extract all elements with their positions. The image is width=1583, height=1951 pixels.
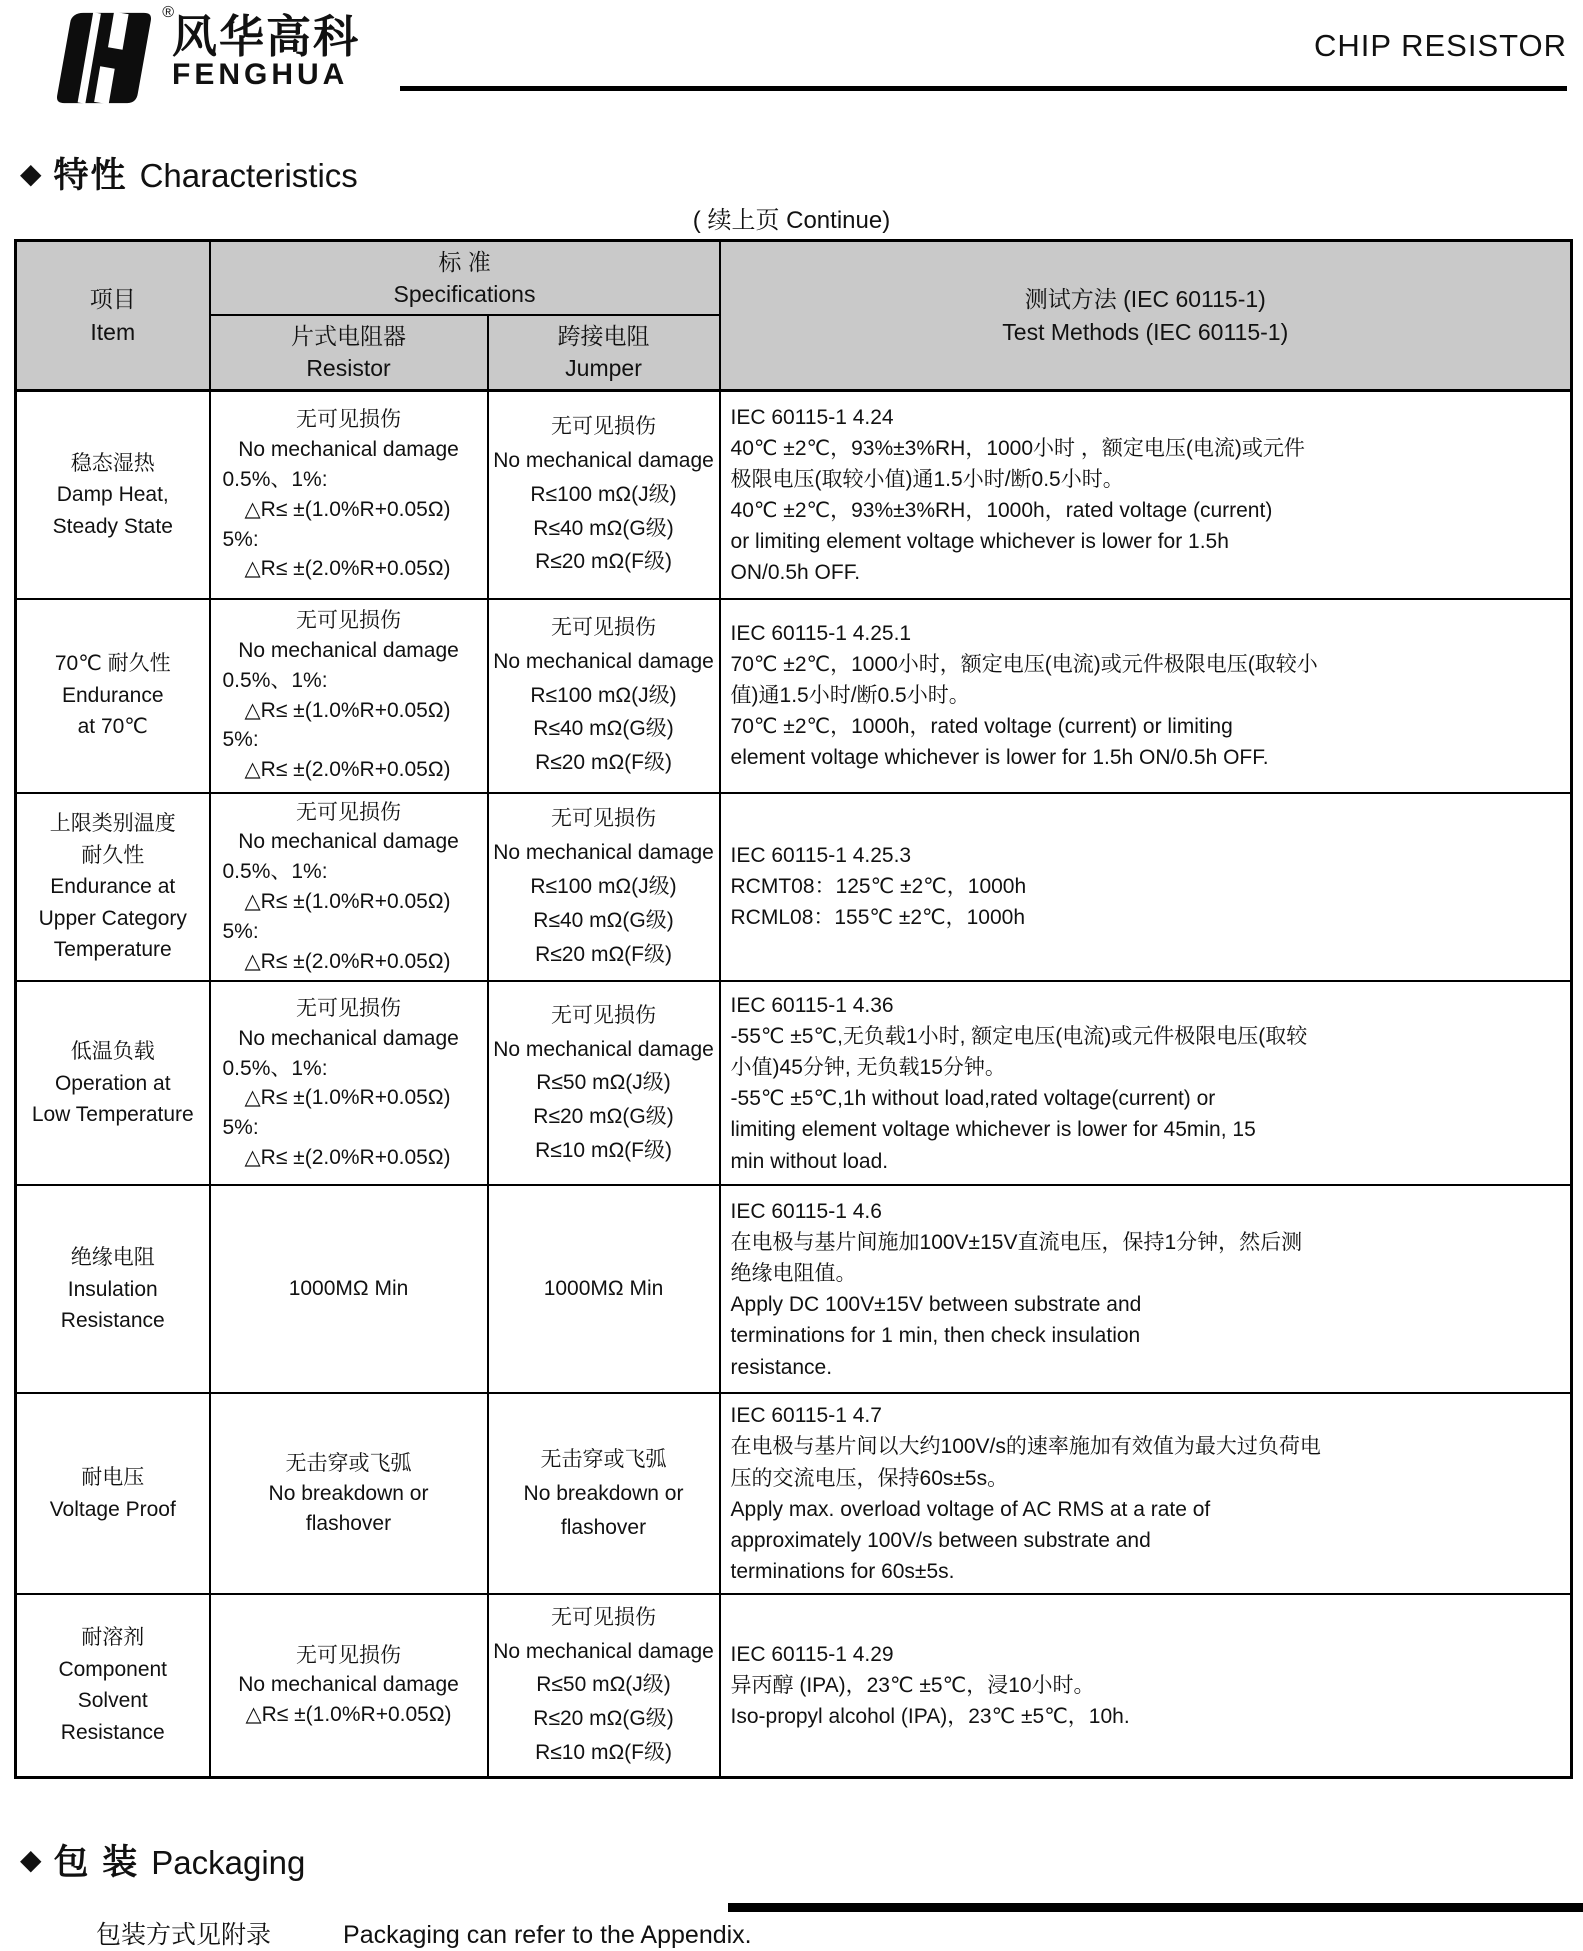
col-header-test-methods: 测试方法 (IEC 60115-1) Test Methods (IEC 60115-1) [720, 241, 1572, 391]
diamond-icon: ◆ [20, 1844, 42, 1876]
continue-note: ( 续上页 Continue) [692, 207, 891, 234]
jumper-spec-cell: 1000MΩ Min [488, 1185, 720, 1393]
brand-name-cn: 风华高科 [172, 11, 361, 62]
brand-text [172, 10, 360, 90]
test-method-cell: IEC 60115-1 4.24 40℃ ±2℃，93%±3%RH，1000小时 ，额定电压(电流)或元件 极限电压(取较小值)通1.5小时/断0.5小时。 40℃ ±2℃，93%±3%RH，1000h，rated voltage (current) or limiting element voltage whichever is lower for 1.5h ON/0.5h OFF. [720, 391, 1572, 599]
registered-trademark-icon: ® [162, 4, 174, 21]
table-row-insulation-resistance [16, 1185, 1572, 1393]
test-method-cell: IEC 60115-1 4.6 在电极与基片间施加100V±15V直流电压，保持1分钟，然后测 绝缘电阻值。 Apply DC 100V±15V between substrate and terminations for 1 min, then check insulation resistance. [720, 1185, 1572, 1393]
characteristics-section-title [20, 148, 1583, 198]
page-bottom-bar [728, 1903, 1583, 1912]
table-row-endurance-upper-category [16, 793, 1572, 982]
test-method-cell: IEC 60115-1 4.29 异丙醇 (IPA)，23℃ ±5℃，浸10小时。 Iso-propyl alcohol (IPA)，23℃ ±5℃，10h. [720, 1594, 1572, 1778]
resistor-spec-cell: 无可见损伤 No mechanical damage 0.5%、1%: △R≤ ±(1.0%R+0.05Ω) 5%: △R≤ ±(2.0%R+0.05Ω) [210, 391, 488, 599]
resistor-spec-cell: 无可见损伤 No mechanical damage △R≤ ±(1.0%R+0.05Ω) [210, 1594, 488, 1778]
jumper-spec-cell: 无可见损伤 No mechanical damage R≤50 mΩ(J级) R≤20 mΩ(G级) R≤10 mΩ(F级) [488, 981, 720, 1185]
col-header-specifications: 标 准 Specifications [210, 241, 720, 315]
jumper-spec-cell: 无可见损伤 No mechanical damage R≤100 mΩ(J级) R≤40 mΩ(G级) R≤20 mΩ(F级) [488, 599, 720, 793]
brand-logo [52, 4, 361, 106]
jumper-spec-cell: 无可见损伤 No mechanical damage R≤100 mΩ(J级) R≤40 mΩ(G级) R≤20 mΩ(F级) [488, 391, 720, 599]
item-cell: 绝缘电阻 Insulation Resistance [16, 1185, 210, 1393]
brand-name-en: FENGHUA [172, 57, 349, 91]
col-header-item: 项目 Item [16, 241, 210, 391]
packaging-title-en: Packaging [151, 1843, 306, 1881]
packaging-section-title [20, 1835, 1583, 1885]
header-rule [400, 86, 1567, 91]
item-cell: 70℃ 耐久性 Endurance at 70℃ [16, 599, 210, 793]
table-row-endurance-70c [16, 599, 1572, 793]
item-cell: 耐溶剂 Component Solvent Resistance [16, 1594, 210, 1778]
test-method-cell: IEC 60115-1 4.36 -55℃ ±5℃,无负载1小时, 额定电压(电流)或元件极限电压(取较 小值)45分钟, 无负载15分钟。 -55℃ ±5℃,1h without load,rated voltage(current) or limiting element voltage whichever is lower for 45min, 15 min without load. [720, 981, 1572, 1185]
section-title-en: Characteristics [139, 157, 358, 194]
test-method-cell: IEC 60115-1 4.25.1 70℃ ±2℃，1000小时，额定电压(电流)或元件极限电压(取较小 值)通1.5小时/断0.5小时。 70℃ ±2℃，1000h，rated voltage (current) or limiting element voltage whichever is lower for 1.5h ON/0.5h OFF. [720, 599, 1572, 793]
item-cell: 上限类别温度 耐久性 Endurance at Upper Category Temperature [16, 793, 210, 982]
doc-title: CHIP RESISTOR [1313, 28, 1567, 63]
packaging-note [96, 1915, 1583, 1951]
item-cell: 耐电压 Voltage Proof [16, 1393, 210, 1593]
table-row-damp-heat [16, 391, 1572, 599]
packaging-note-cn: 包装方式见附录 [96, 1920, 272, 1949]
resistor-spec-cell: 无击穿或飞弧 No breakdown or flashover [210, 1393, 488, 1593]
test-method-cell: IEC 60115-1 4.25.3 RCMT08：125℃ ±2℃，1000h RCML08：155℃ ±2℃，1000h [720, 793, 1572, 982]
packaging-title-cn: 包 装 [53, 1842, 140, 1882]
resistor-spec-cell: 无可见损伤 No mechanical damage 0.5%、1%: △R≤ ±(1.0%R+0.05Ω) 5%: △R≤ ±(2.0%R+0.05Ω) [210, 981, 488, 1185]
jumper-spec-cell: 无可见损伤 No mechanical damage R≤100 mΩ(J级) R≤40 mΩ(G级) R≤20 mΩ(F级) [488, 793, 720, 982]
item-cell: 低温负载 Operation at Low Temperature [16, 981, 210, 1185]
jumper-spec-cell: 无击穿或飞弧 No breakdown or flashover [488, 1393, 720, 1593]
test-method-cell: IEC 60115-1 4.7 在电极与基片间以大约100V/s的速率施加有效值为最大过负荷电 压的交流电压，保持60s±5s。 Apply max. overload voltage of AC RMS at a rate of approximately 100V/s between substrate and terminations for 60s±5s. [720, 1393, 1572, 1593]
item-cell: 稳态湿热 Damp Heat, Steady State [16, 391, 210, 599]
section-title-cn: 特性 [53, 156, 128, 195]
col-header-jumper: 跨接电阻 Jumper [488, 315, 720, 391]
resistor-spec-cell: 1000MΩ Min [210, 1185, 488, 1393]
packaging-note-en: Packaging can refer to the Appendix. [343, 1920, 752, 1949]
table-row-low-temperature [16, 981, 1572, 1185]
fenghua-logo-icon [52, 4, 174, 106]
diamond-icon: ◆ [20, 157, 42, 189]
table-row-solvent-resistance [16, 1594, 1572, 1778]
resistor-spec-cell: 无可见损伤 No mechanical damage 0.5%、1%: △R≤ ±(1.0%R+0.05Ω) 5%: △R≤ ±(2.0%R+0.05Ω) [210, 793, 488, 982]
table-row-voltage-proof [16, 1393, 1572, 1593]
characteristics-table [14, 239, 1573, 1779]
jumper-spec-cell: 无可见损伤 No mechanical damage R≤50 mΩ(J级) R≤20 mΩ(G级) R≤10 mΩ(F级) [488, 1594, 720, 1778]
page-header [0, 0, 1583, 108]
resistor-spec-cell: 无可见损伤 No mechanical damage 0.5%、1%: △R≤ ±(1.0%R+0.05Ω) 5%: △R≤ ±(2.0%R+0.05Ω) [210, 599, 488, 793]
col-header-resistor: 片式电阻器 Resistor [210, 315, 488, 391]
